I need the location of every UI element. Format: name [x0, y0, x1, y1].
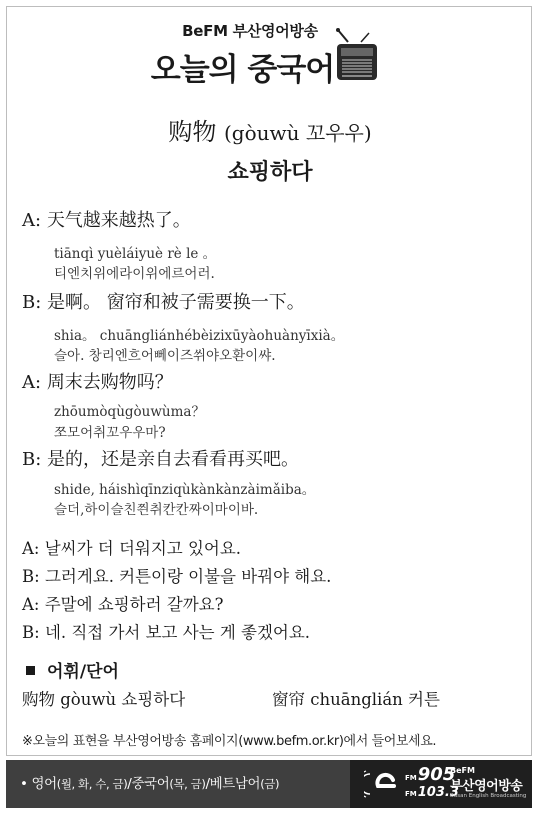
radio-icon — [334, 28, 380, 84]
lesson-title-chinese: 购物 — [168, 118, 217, 146]
dialogue-line — [22, 368, 173, 394]
vocab-korean: 커튼 — [408, 690, 440, 709]
dialogue-line — [22, 288, 305, 314]
translation-text: 주말에 쇼핑하러 갈까요? — [44, 595, 224, 614]
dialogue-pinyin: shia。 chuāngliánhébèizixūyàohuànyīxià。 — [54, 328, 345, 344]
program-title: 오늘의 중국어 — [150, 52, 335, 88]
logo-brand: BeFM — [450, 766, 475, 775]
lesson-title — [0, 112, 540, 147]
dialogue-pinyin: tiānqì yuèláiyuè rè le 。 — [54, 246, 217, 262]
speaker-label: B: — [22, 623, 40, 642]
dialogue-chinese: 是啊。 窗帘和被子需要换一下。 — [47, 292, 305, 313]
translation-text: 날씨가 더 더워지고 있어요. — [44, 539, 242, 558]
speaker-label: A: — [22, 372, 42, 393]
square-bullet-icon — [26, 666, 35, 675]
translation-line — [22, 563, 331, 587]
translation-line — [22, 619, 310, 643]
dialogue-pronunciation: 슬아. 창리엔흐어뻬이즈쒸야오환이쌰. — [54, 348, 276, 364]
dialogue-line — [22, 445, 299, 471]
vocab-korean: 쇼핑하다 — [121, 690, 186, 709]
logo-name-korean: 부산영어방송 — [450, 779, 523, 794]
dialogue-line — [22, 206, 191, 232]
translation-text: 네. 직접 가서 보고 사는 게 좋겠어요. — [44, 623, 311, 642]
dialogue-pronunciation: 티엔치위에라이위에르어러. — [54, 266, 215, 282]
vocab-chinese: 窗帘 — [272, 690, 305, 709]
lesson-title-pinyin: (gòuwù 꼬우우) — [223, 121, 372, 145]
vocabulary-item — [22, 686, 185, 710]
vocab-chinese: 购物 — [22, 690, 55, 709]
speaker-label: A: — [22, 210, 42, 231]
speaker-label: B: — [22, 292, 42, 313]
lesson-title-korean: 쇼핑하다 — [227, 160, 313, 185]
vocabulary-item — [272, 686, 440, 710]
frequency-2: FM103.3 — [405, 785, 459, 800]
translation-line — [22, 535, 241, 559]
speaker-label: B: — [22, 449, 42, 470]
schedule-bar: • 영어(월, 화, 수, 금)/중국어(목, 금)/베트남어(금) — [6, 760, 350, 808]
speaker-label: A: — [22, 595, 40, 614]
befm-logo — [350, 760, 532, 808]
dialogue-pinyin: zhōumòqùgòuwùma？ — [54, 404, 205, 420]
dialogue-pinyin: shide, háishìqīnziqùkànkànzàimǎiba。 — [54, 482, 316, 498]
speaker-label: A: — [22, 539, 40, 558]
dialogue-chinese: 天气越来越热了。 — [46, 210, 191, 231]
frequency-1: FM905 — [405, 764, 456, 785]
vocab-pinyin: chuānglián — [310, 690, 403, 709]
dialogue-pronunciation: 쪼모어취꼬우우마? — [54, 425, 166, 441]
dialogue-chinese: 周末去购物吗？ — [46, 372, 173, 393]
dialogue-chinese: 是的，还是亲自去看看再买吧。 — [47, 449, 300, 470]
website-note: ※오늘의 표현을 부산영어방송 홈페이지(www.befm.or.kr)에서 들어보세요. — [22, 734, 437, 749]
speaker-label: B: — [22, 567, 40, 586]
befm-e-logo-icon — [364, 766, 400, 802]
vocabulary-heading: 어휘/단어 — [26, 657, 119, 682]
vocab-pinyin: gòuwù — [60, 690, 117, 709]
station-name: BeFM 부산영어방송 — [182, 22, 318, 40]
dialogue-pronunciation: 슬더,하이슬친쯴취칸칸짜이마이바. — [54, 502, 259, 518]
translation-text: 그러게요. 커튼이랑 이불을 바꿔야 해요. — [44, 567, 332, 586]
translation-line — [22, 591, 223, 615]
logo-name-english: Busan English Broadcasting — [450, 793, 527, 799]
